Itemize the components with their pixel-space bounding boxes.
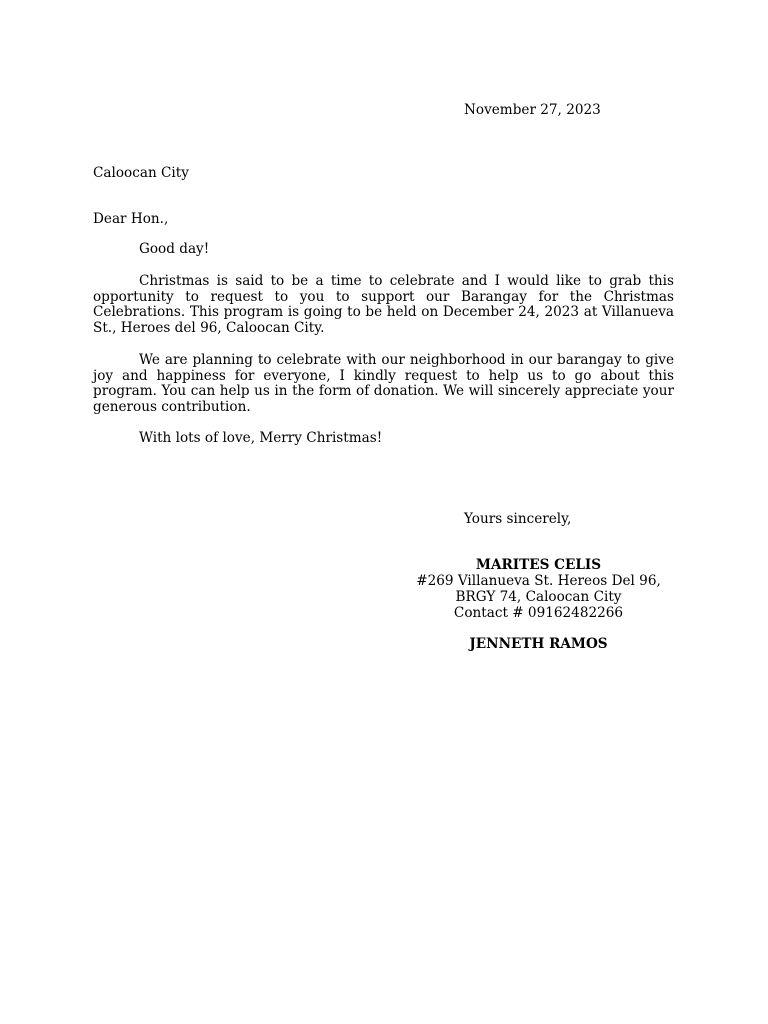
signatory-name-1: MARITES CELIS bbox=[475, 557, 602, 573]
sign-off: Yours sincerely, bbox=[464, 511, 572, 527]
signatory-contact: Contact # 09162482266 bbox=[453, 605, 624, 621]
signature-block-2 bbox=[398, 636, 679, 652]
recipient-city: Caloocan City bbox=[93, 165, 189, 181]
letter-date: November 27, 2023 bbox=[464, 102, 601, 118]
salutation: Dear Hon., bbox=[93, 211, 169, 227]
signature-block-1 bbox=[398, 557, 679, 621]
signatory-address-line-1: #269 Villanueva St. Hereos Del 96, bbox=[416, 573, 661, 589]
greeting: Good day! bbox=[139, 241, 210, 257]
closing-line: With lots of love, Merry Christmas! bbox=[139, 430, 383, 446]
signatory-name-2: JENNETH RAMOS bbox=[469, 636, 608, 652]
signatory-address-line-2: BRGY 74, Caloocan City bbox=[455, 589, 622, 605]
body-paragraph-1: Christmas is said to be a time to celebrate and I would like to grab this opportunity to request to you to support our Barangay for the Christmas Celebrations. This program is going to be held on December 24, 2023 at Villanueva St., Heroes del 96, Caloocan City. bbox=[93, 273, 674, 336]
body-paragraph-2: We are planning to celebrate with our neighborhood in our barangay to give joy and happiness for everyone, I kindly request to help us to go about this program. You can help us in the form of donation. We will sincerely appreciate your generous contribution. bbox=[93, 352, 674, 415]
